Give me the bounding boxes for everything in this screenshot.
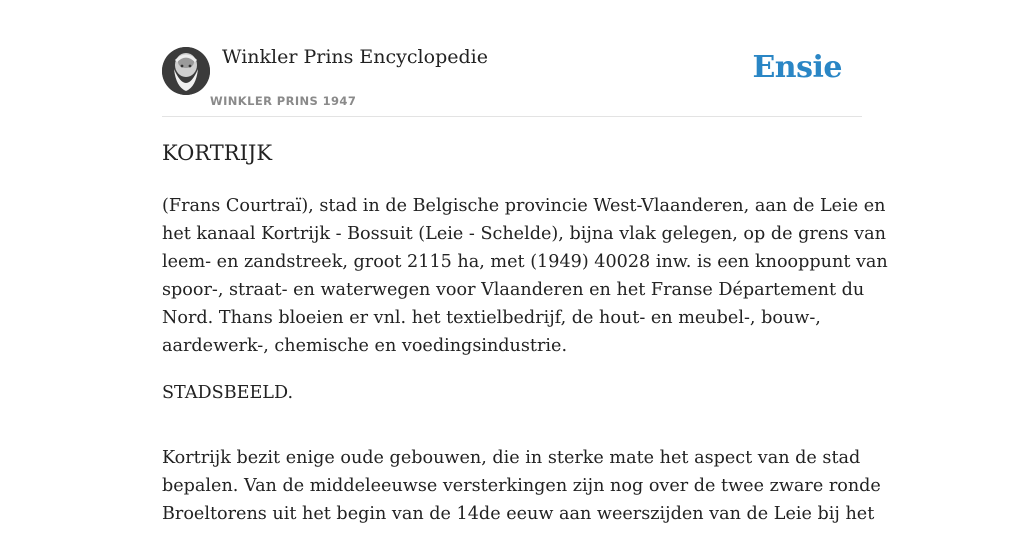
- text-line: het kanaal Kortrijk - Bossuit (Leie - Schelde), bijna vlak gelegen, op de grens van: [162, 224, 886, 244]
- brand-logo[interactable]: Ensie: [752, 50, 842, 85]
- edition-label[interactable]: WINKLER PRINS 1947: [210, 94, 357, 108]
- article-title: KORTRIJK: [162, 141, 273, 165]
- text-line: aardewerk-, chemische en voedingsindustrie.: [162, 336, 568, 356]
- section-heading-wrap: [162, 379, 862, 407]
- text-line: Nord. Thans bloeien er vnl. het textielbedrijf, de hout- en meubel-, bouw-,: [162, 308, 821, 328]
- page: [162, 0, 888, 524]
- article-body: [162, 192, 888, 547]
- site-name[interactable]: Winkler Prins Encyclopedie: [222, 46, 488, 68]
- text-line: spoor-, straat- en waterwegen voor Vlaanderen en het Franse Département du: [162, 280, 865, 300]
- section-heading: STADSBEELD.: [162, 383, 294, 403]
- bearded-man-portrait-icon[interactable]: [162, 47, 210, 95]
- site-header: [162, 0, 862, 117]
- text-line: Kortrijk bezit enige oude gebouwen, die in sterke mate het aspect van de stad: [162, 448, 861, 468]
- paragraph-intro: [162, 192, 888, 360]
- text-line: (Frans Courtraï), stad in de Belgische provincie West-Vlaanderen, aan de Leie en: [162, 196, 886, 216]
- text-line: bepalen. Van de middeleeuwse versterkingen zijn nog over de twee zware ronde: [162, 476, 881, 496]
- text-line: leem- en zandstreek, groot 2115 ha, met (1949) 40028 inw. is een knooppunt van: [162, 252, 888, 272]
- text-line: Broeltorens uit het begin van de 14de eeuw aan weerszijden van de Leie bij het: [162, 504, 875, 524]
- paragraph-stadsbeeld: [162, 444, 881, 528]
